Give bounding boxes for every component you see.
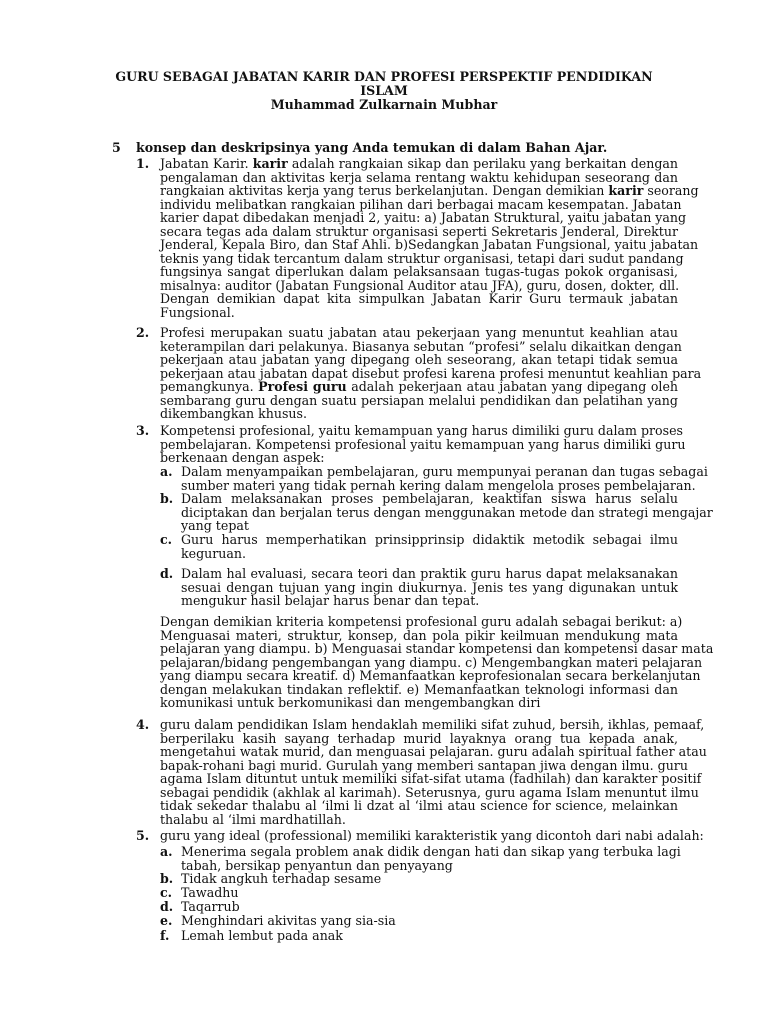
sub-item-3-c-line: keguruan. bbox=[181, 545, 247, 561]
sub-item-letter: b. bbox=[160, 871, 174, 886]
sub-item-letter: a. bbox=[160, 844, 173, 859]
list-item-1-line: karier dapat dibedakan menjadi 2, yaitu: a) Jabatan Struktural, yaitu jabatan yang bbox=[160, 210, 687, 225]
list-item-number: 5. bbox=[136, 828, 150, 843]
list-item-2-line: keterampilan dari pelakunya. Biasanya sebutan “profesi” selalu dikaitkan dengan bbox=[160, 338, 682, 354]
list-item-1-line: secara tegas ada dalam struktur organisasi seperti Sekretaris Jenderal, Direktur bbox=[160, 223, 678, 239]
sub-item-3-b-line: yang tepat bbox=[181, 518, 249, 533]
sub-item-5-a-text bbox=[181, 844, 681, 873]
list-item-1-line: teknis yang tidak tercantum dalam struktur organisasi, tetapi dari sudut pandang bbox=[160, 250, 684, 266]
list-item-2-line: Profesi merupakan suatu jabatan atau pekerjaan yang menuntut keahlian atau bbox=[160, 325, 678, 340]
list-item-2-line: pekerjaan atau jabatan dapat disebut profesi karena profesi menuntut keahlian para bbox=[160, 365, 702, 381]
list-item-1-line: Jenderal, Kepala Biro, dan Staf Ahli. b)Sedangkan Jabatan Fungsional, yaitu jabatan bbox=[160, 237, 699, 252]
sub-item-5-f-line: Lemah lembut pada anak bbox=[181, 928, 343, 943]
sub-item-letter: a. bbox=[160, 464, 173, 479]
list-item-4-line: guru dalam pendidikan Islam hendaklah memiliki sifat zuhud, bersih, ikhlas, pemaaf, bbox=[160, 717, 705, 732]
list-item-3-summary-line: pelajaran yang diampu. b) Menguasai standar kompetensi dan kompetensi dasar mata bbox=[160, 641, 714, 656]
sub-item-letter: e. bbox=[160, 913, 173, 928]
list-item-1-line: Jabatan Karir. karir adalah rangkaian sikap dan perilaku yang berkaitan dengan bbox=[160, 156, 679, 171]
sub-item-letter: c. bbox=[160, 532, 173, 547]
sub-item-3-a-line: Dalam menyampaikan pembelajaran, guru mempunyai peranan dan tugas sebagai bbox=[181, 464, 708, 479]
sub-item-5-e-line: Menghindari akivitas yang sia-sia bbox=[181, 913, 396, 928]
sub-item-5-c-line: Tawadhu bbox=[181, 885, 239, 900]
list-item-4-line: thalabu al ‘ilmi mardhatillah. bbox=[160, 811, 346, 827]
list-item-number: 4. bbox=[136, 717, 150, 732]
list-item-2-line: pemangkunya. Profesi guru adalah pekerjaan atau jabatan yang dipegang oleh bbox=[160, 379, 679, 394]
list-item-3-summary-line: Menguasai materi, struktur, konsep, dan pola pikir keilmuan mendukung mata bbox=[160, 627, 678, 643]
list-item-number: 1. bbox=[136, 156, 150, 171]
sub-item-5-e-text bbox=[181, 914, 678, 928]
document-title-line-1: GURU SEBAGAI JABATAN KARIR DAN PROFESI PERSPEKTIF PENDIDIKAN bbox=[115, 69, 653, 84]
sub-item-letter: c. bbox=[160, 885, 173, 900]
sub-item-5-b-line: Tidak angkuh terhadap sesame bbox=[181, 871, 382, 886]
list-item-4-line: berperilaku kasih sayang terhadap murid layaknya orang tua kepada anak, bbox=[160, 730, 678, 746]
list-item-5-line: guru yang ideal (professional) memiliki karakteristik yang dicontoh dari nabi adalah: bbox=[160, 828, 704, 843]
list-item-3-line: berkenaan dengan aspek: bbox=[160, 450, 325, 465]
sub-item-3-c-text bbox=[181, 533, 678, 560]
list-item-3-summary-line: yang diampu secara kreatif. d) Memanfaatkan keprofesionalan secara berkelanjutan bbox=[160, 668, 701, 683]
sub-item-3-d-line: mengukur hasil belajar harus benar dan tepat. bbox=[181, 593, 480, 608]
list-item-3-summary-line: Dengan demikian kriteria kompetensi profesional guru adalah sebagai berikut: a) bbox=[160, 614, 683, 629]
list-item-1-line: Fungsional. bbox=[160, 304, 235, 320]
list-item-1-text bbox=[160, 156, 699, 320]
intro-heading bbox=[112, 141, 682, 155]
list-item-3-summary-line: pelajaran/bidang pengembangan yang diampu. c) Mengembangkan materi pelajaran bbox=[160, 654, 703, 670]
sub-item-5-d-text bbox=[181, 900, 678, 914]
list-item-3-summary-line: dengan melakukan tindakan reflektif. e) Memanfaatkan teknologi informasi dan bbox=[160, 681, 678, 697]
sub-item-letter: d. bbox=[160, 566, 174, 581]
sub-item-5-a-line: tabah, bersikap penyantun dan penyayang bbox=[181, 857, 453, 873]
sub-item-3-b-line: Dalam melaksanakan proses pembelajaran, keaktifan siswa harus selalu bbox=[181, 491, 678, 506]
sub-item-3-d-line: sesuai dengan tujuan yang ingin diukurnya. Jenis tes yang digunakan untuk bbox=[181, 579, 678, 595]
list-item-3-line: pembelajaran. Kompetensi profesional yaitu kemampuan yang harus dimiliki guru bbox=[160, 436, 686, 452]
list-item-4-line: bapak-rohani bagi murid. Gurulah yang memberi santapan jiwa dengan ilmu. guru bbox=[160, 757, 688, 773]
list-item-5-text bbox=[160, 828, 704, 843]
sub-item-5-d-line: Taqarrub bbox=[181, 899, 240, 914]
sub-item-letter: d. bbox=[160, 899, 174, 914]
sub-item-5-f-text bbox=[181, 929, 678, 943]
sub-item-3-a-text bbox=[181, 464, 708, 493]
sub-item-letter: f. bbox=[160, 928, 170, 943]
sub-item-3-b-line: diciptakan dan berjalan terus dengan menggunakan metode dan strategi mengajar bbox=[181, 504, 713, 520]
document-title-block bbox=[90, 70, 678, 112]
intro-number: 5 bbox=[112, 140, 121, 155]
list-item-3-summary-line: komunikasi untuk berkomunikasi dan mengembangkan diri bbox=[160, 695, 541, 710]
list-item-number: 2. bbox=[136, 325, 150, 340]
list-item-1-line: pengalaman dan aktivitas kerja selama rentang waktu kehidupan seseorang dan bbox=[160, 169, 678, 185]
list-item-2-line: pekerjaan atau jabatan yang dipegang oleh seseorang, akan tetapi tidak semua bbox=[160, 352, 678, 367]
document-author: Muhammad Zulkarnain Mubhar bbox=[270, 97, 498, 112]
sub-item-3-a-line: sumber materi yang tidak pernah kering dalam mengelola proses pembelajaran. bbox=[181, 477, 696, 493]
sub-item-5-c-text bbox=[181, 886, 678, 900]
list-item-number: 3. bbox=[136, 423, 150, 438]
document-title-line-2: ISLAM bbox=[360, 83, 408, 98]
list-item-1-line: rangkaian aktivitas kerja yang terus berkelanjutan. Dengan demikian karir seorang bbox=[160, 183, 699, 198]
list-item-4-text bbox=[160, 717, 707, 827]
sub-item-5-b-text bbox=[181, 872, 678, 886]
list-item-2-text bbox=[160, 325, 702, 421]
list-item-1-line: misalnya: auditor (Jabatan Fungsional Auditor atau JFA), guru, dosen, dokter, dll. bbox=[160, 277, 680, 293]
list-item-4-line: agama Islam dituntut untuk memiliki sifat-sifat utama (fadhilah) dan karakter positif bbox=[160, 771, 702, 786]
list-item-1-line: Dengan demikian dapat kita simpulkan Jabatan Karir Guru termauk jabatan bbox=[160, 291, 678, 306]
list-item-3-line: Kompetensi profesional, yaitu kemampuan yang harus dimiliki guru dalam proses bbox=[160, 423, 684, 438]
list-item-2-line: dikembangkan khusus. bbox=[160, 406, 308, 421]
list-item-4-line: mengetahui watak murid, dan menguasai pelajaran. guru adalah spiritual father atau bbox=[160, 744, 707, 759]
list-item-4-line: sebagai pendidik (akhlak al karimah). Seterusnya, guru agama Islam menuntut ilmu bbox=[160, 784, 699, 800]
intro-text: konsep dan deskripsinya yang Anda temukan di dalam Bahan Ajar. bbox=[136, 140, 608, 155]
list-item-2-line: sembarang guru dengan suatu persiapan melalui pendidikan dan pelatihan yang bbox=[160, 392, 678, 408]
sub-item-3-b-text bbox=[181, 491, 713, 533]
sub-item-5-a-line: Menerima segala problem anak didik dengan hati dan sikap yang terbuka lagi bbox=[181, 844, 681, 859]
sub-item-letter: b. bbox=[160, 491, 174, 506]
sub-item-3-c-line: Guru harus memperhatikan prinsipprinsip didaktik metodik sebagai ilmu bbox=[181, 532, 678, 547]
list-item-4-line: tidak sekedar thalabu al ‘ilmi li dzat al ‘ilmi atau science for science, melainkan bbox=[160, 798, 678, 813]
sub-item-3-d-line: Dalam hal evaluasi, secara teori dan praktik guru harus dapat melaksanakan bbox=[181, 566, 678, 581]
list-item-3-text bbox=[160, 423, 686, 465]
list-item-1-line: individu melibatkan rangkaian pilihan dari berbagai macam kesempatan. Jabatan bbox=[160, 196, 682, 212]
list-item-3-summary-text bbox=[160, 614, 714, 710]
sub-item-3-d-text bbox=[181, 567, 678, 608]
list-item-1-line: fungsinya sangat diperlukan dalam pelaksansaan tugas-tugas pokok organisasi, bbox=[160, 264, 678, 279]
